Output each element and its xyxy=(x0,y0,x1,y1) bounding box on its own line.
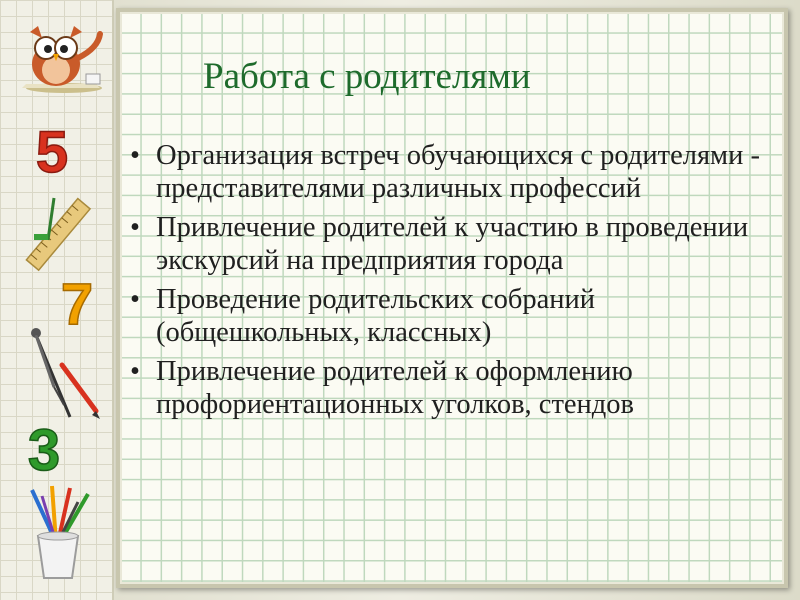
digit-7 xyxy=(52,270,102,332)
digit-7-text: 7 xyxy=(60,272,94,332)
bullet-item: • Проведение родительских собраний (общешкольных, классных) xyxy=(130,283,770,349)
owl-icon xyxy=(12,18,108,94)
digit-3 xyxy=(16,418,72,480)
digit-3-text: 3 xyxy=(27,418,61,480)
slide-title: Работа с родителями xyxy=(203,56,531,97)
digit-5 xyxy=(24,120,80,182)
bullet-list xyxy=(130,139,770,427)
bullet-item: • Привлечение родителей к оформлению профориентационных уголков, стендов xyxy=(130,355,770,421)
bullet-item: • Организация встреч обучающихся с родителями - представителями различных профессий xyxy=(130,139,770,205)
compass-icon xyxy=(18,325,108,425)
digit-5-text: 5 xyxy=(35,120,69,182)
ruler-icon xyxy=(14,190,104,280)
bullet-item: • Привлечение родителей к участию в проведении экскурсий на предприятия города xyxy=(130,211,770,277)
pencil-cup-icon xyxy=(12,482,102,582)
